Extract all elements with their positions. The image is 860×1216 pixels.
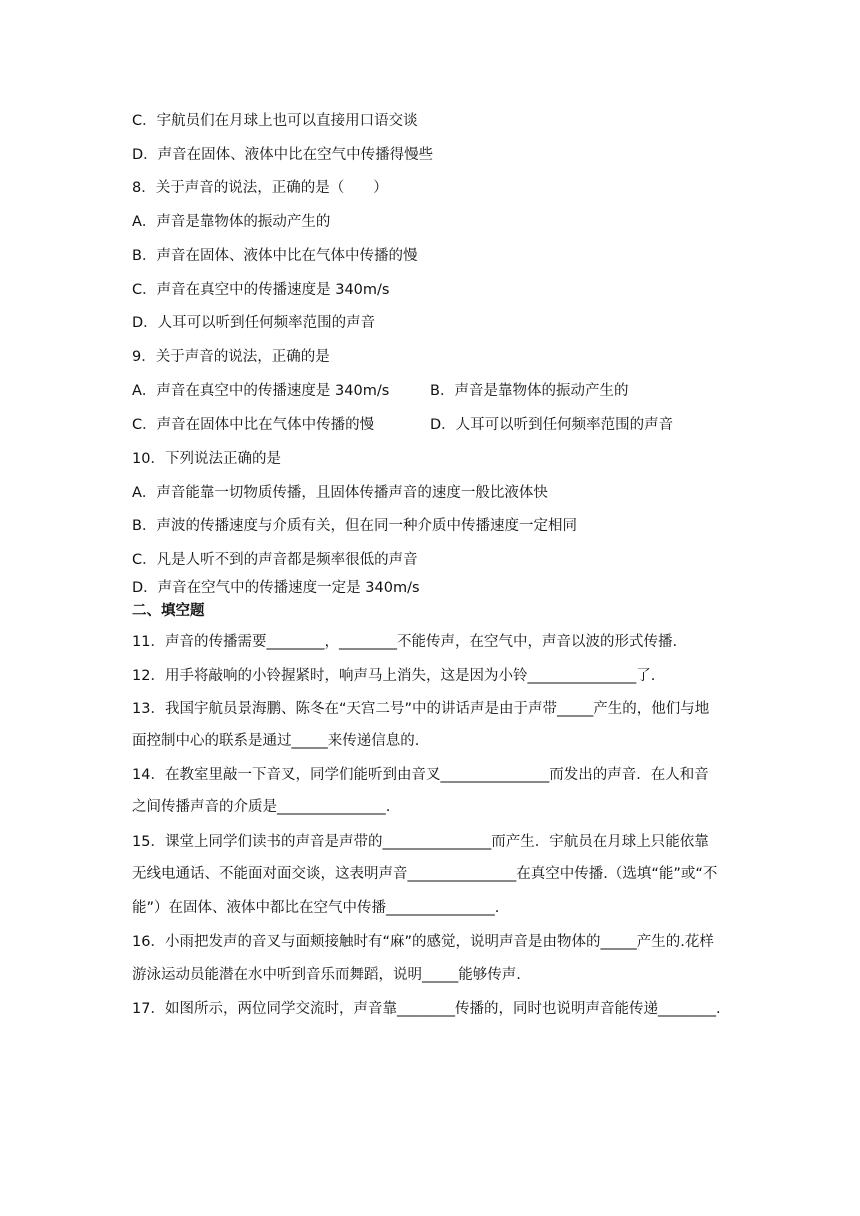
q14-line-1: 14．在教室里敲一下音叉，同学们能听到由音叉_______________而发出的声音．在人和音 [132, 767, 709, 783]
q8-option-b: B．声音在固体、液体中比在气体中传播的慢 [132, 248, 418, 264]
q7-option-d: D．声音在固体、液体中比在空气中传播得慢些 [132, 147, 434, 163]
q17: 17．如图所示，两位同学交流时，声音靠________传播的，同时也说明声音能传递________. [132, 1001, 721, 1017]
q16-line-1: 16．小雨把发声的音叉与面颊接触时有“麻”的感觉，说明声音是由物体的_____产生的.花样 [132, 934, 714, 950]
q10-option-c: C．凡是人听不到的声音都是频率很低的声音 [132, 552, 418, 568]
q9-option-d: D．人耳可以听到任何频率范围的声音 [430, 417, 674, 433]
q9-option-b: B．声音是靠物体的振动产生的 [430, 383, 629, 399]
q8-option-c: C．声音在真空中的传播速度是 340m/s [132, 282, 390, 298]
q7-option-c: C．宇航员们在月球上也可以直接用口语交谈 [132, 113, 418, 129]
q9-option-a: A．声音在真空中的传播速度是 340m/s [132, 383, 390, 399]
q8-stem: 8．关于声音的说法，正确的是（ ） [132, 180, 388, 196]
q12: 12．用手将敲响的小铃握紧时，响声马上消失，这是因为小铃_______________了. [132, 668, 656, 684]
q16-line-2: 游泳运动员能潜在水中听到音乐而舞蹈，说明_____能够传声. [132, 967, 521, 983]
q10-option-b: B．声波的传播速度与介质有关，但在同一种介质中传播速度一定相同 [132, 518, 577, 534]
q15-line-1: 15．课堂上同学们读书的声音是声带的_______________而产生．宇航员在月球上只能依靠 [132, 834, 709, 850]
q10-stem: 10．下列说法正确的是 [132, 451, 281, 467]
q9-stem: 9．关于声音的说法，正确的是 [132, 349, 330, 365]
section-heading-fill-in: 二、填空题 [132, 603, 205, 619]
q13-line-2: 面控制中心的联系是通过_____来传递信息的. [132, 733, 420, 749]
q10-option-d: D．声音在空气中的传播速度一定是 340m/s [132, 580, 420, 596]
q8-option-a: A．声音是靠物体的振动产生的 [132, 214, 331, 230]
q8-option-d: D．人耳可以听到任何频率范围的声音 [132, 315, 376, 331]
q14-line-2: 之间传播声音的介质是_______________. [132, 799, 391, 815]
q13-line-1: 13．我国宇航员景海鹏、陈冬在“天宫二号”中的讲话声是由于声带_____产生的，他们与地 [132, 701, 710, 717]
q15-line-2: 无线电通话、不能面对面交谈，这表明声音_______________在真空中传播.（选填“能”或“不 [132, 866, 718, 882]
q9-option-c: C．声音在固体中比在气体中传播的慢 [132, 417, 375, 433]
q15-line-3: 能”）在固体、液体中都比在空气中传播_______________. [132, 900, 500, 916]
q11: 11．声音的传播需要________，________不能传声，在空气中，声音以波的形式传播. [132, 634, 678, 650]
q10-option-a: A．声音能靠一切物质传播，且固体传播声音的速度一般比液体快 [132, 485, 548, 501]
